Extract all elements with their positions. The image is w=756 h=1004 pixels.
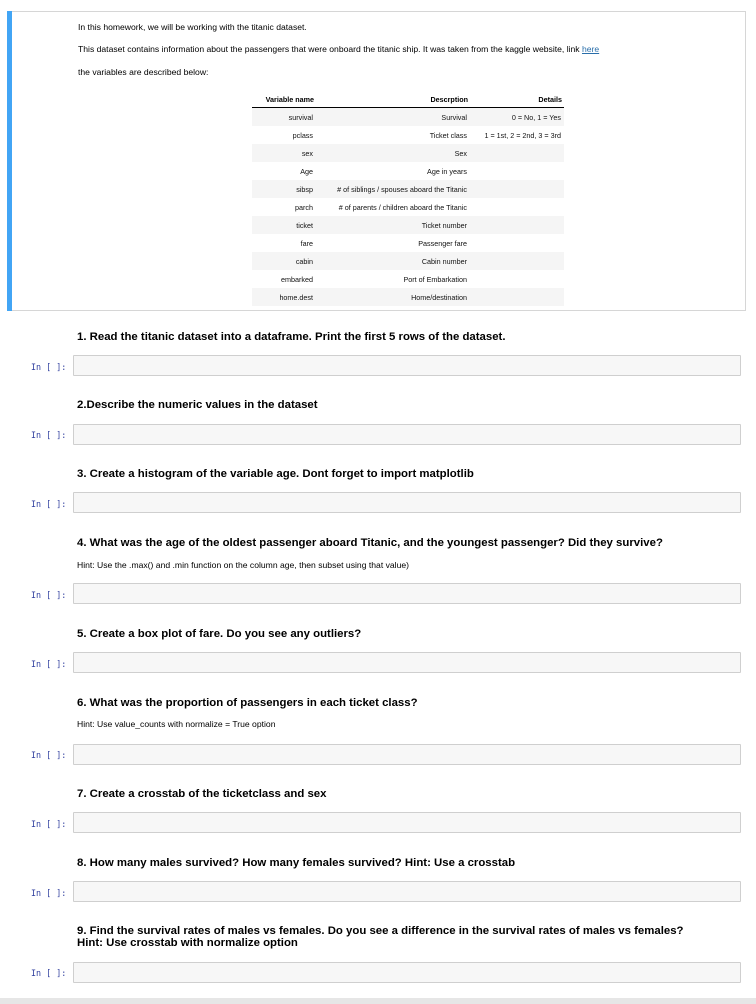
question-5: 5. Create a box plot of fare. Do you see any outliers? <box>77 628 362 640</box>
table-row <box>252 126 564 144</box>
intro-line-3: the variables are described below: <box>78 67 209 77</box>
question-3: 3. Create a histogram of the variable age. Dont forget to import matplotlib <box>77 468 474 480</box>
question-9-hint: Hint: Use crosstab with normalize option <box>77 937 298 949</box>
cell-details <box>470 180 564 198</box>
table-row <box>252 162 564 180</box>
cell-description: Home/destination <box>316 288 470 306</box>
cell-details <box>470 144 564 162</box>
code-cell-4[interactable] <box>73 583 741 604</box>
input-prompt: In [ ]: <box>31 499 67 509</box>
code-cell-3[interactable] <box>73 492 741 513</box>
code-cell-7[interactable] <box>73 812 741 833</box>
cell-details <box>470 162 564 180</box>
table-row <box>252 180 564 198</box>
variables-table <box>252 91 564 306</box>
input-prompt: In [ ]: <box>31 430 67 440</box>
cell-selection-bar <box>7 11 12 311</box>
cell-details: 0 = No, 1 = Yes <box>470 108 564 127</box>
code-cell-9[interactable] <box>73 962 741 983</box>
cell-variable: parch <box>295 202 313 212</box>
cell-variable: pclass <box>292 130 313 140</box>
cell-description: # of siblings / spouses aboard the Titanic <box>316 180 470 198</box>
code-cell-2[interactable] <box>73 424 741 445</box>
cell-variable: sibsp <box>252 180 316 198</box>
intro-line-2-text: This dataset contains information about the passengers that were onboard the titanic ship. It was taken from the kaggle website, link <box>78 44 582 54</box>
cell-description: Port of Embarkation <box>403 274 467 284</box>
question-4: 4. What was the age of the oldest passenger aboard Titanic, and the youngest passenger? Did they survive? <box>77 537 663 549</box>
cell-variable: ticket <box>252 216 316 234</box>
cell-details <box>470 216 564 234</box>
question-9: 9. Find the survival rates of males vs females. Do you see a difference in the survival rates of males vs females? <box>77 925 684 937</box>
code-cell-1[interactable] <box>73 355 741 376</box>
cell-details <box>470 252 564 270</box>
question-8: 8. How many males survived? How many females survived? Hint: Use a crosstab <box>77 857 516 869</box>
input-prompt: In [ ]: <box>31 362 67 372</box>
table-row <box>252 144 564 162</box>
input-prompt: In [ ]: <box>31 590 67 600</box>
cell-description: Ticket number <box>316 216 470 234</box>
question-4-hint: Hint: Use the .max() and .min function on the column age, then subset using that value) <box>77 560 409 570</box>
input-prompt: In [ ]: <box>31 750 67 760</box>
table-row <box>252 234 564 252</box>
table-row <box>252 270 564 288</box>
cell-details <box>470 198 564 216</box>
cell-variable: fare <box>300 238 313 248</box>
table-row <box>252 288 564 306</box>
question-6: 6. What was the proportion of passengers in each ticket class? <box>77 697 418 709</box>
cell-variable: sex <box>252 144 316 162</box>
input-prompt: In [ ]: <box>31 659 67 669</box>
header-details: Details <box>470 91 564 108</box>
cell-details <box>470 288 564 306</box>
kaggle-link[interactable]: here <box>581 44 600 54</box>
table-header-row <box>252 91 564 108</box>
intro-line-1: In this homework, we will be working with the titanic dataset. <box>78 22 307 32</box>
question-1: 1. Read the titanic dataset into a dataframe. Print the first 5 rows of the dataset. <box>77 331 506 343</box>
cell-variable: embarked <box>281 274 313 284</box>
cell-description: Cabin number <box>316 252 470 270</box>
intro-markdown-cell[interactable] <box>7 11 746 311</box>
code-cell-8[interactable] <box>73 881 741 902</box>
table-row <box>252 252 564 270</box>
cell-description: Sex <box>316 144 470 162</box>
cell-details <box>470 270 564 288</box>
input-prompt: In [ ]: <box>31 888 67 898</box>
cell-details: 1 = 1st, 2 = 2nd, 3 = 3rd <box>484 130 561 140</box>
question-2: 2.Describe the numeric values in the dataset <box>77 399 318 411</box>
input-prompt: In [ ]: <box>31 968 67 978</box>
cell-description: Passenger fare <box>418 238 467 248</box>
cell-description: Age in years <box>427 166 467 176</box>
header-description: Descrption <box>316 91 470 108</box>
header-variable-name: Variable name <box>252 91 316 108</box>
cell-description: Survival <box>316 108 470 127</box>
question-6-hint: Hint: Use value_counts with normalize = True option <box>77 719 276 729</box>
cell-variable: survival <box>252 108 316 127</box>
cell-details <box>470 234 564 252</box>
cell-variable: home.dest <box>252 288 316 306</box>
table-row <box>252 198 564 216</box>
input-prompt: In [ ]: <box>31 819 67 829</box>
cell-variable: Age <box>300 166 313 176</box>
page-bottom-bar <box>0 998 756 1004</box>
code-cell-6[interactable] <box>73 744 741 765</box>
cell-variable: cabin <box>252 252 316 270</box>
table-row <box>252 216 564 234</box>
question-7: 7. Create a crosstab of the ticketclass and sex <box>77 788 327 800</box>
cell-description: # of parents / children aboard the Titanic <box>338 202 467 212</box>
table-row <box>252 108 564 127</box>
code-cell-5[interactable] <box>73 652 741 673</box>
intro-line-2 <box>78 44 599 54</box>
cell-description: Ticket class <box>429 130 467 140</box>
